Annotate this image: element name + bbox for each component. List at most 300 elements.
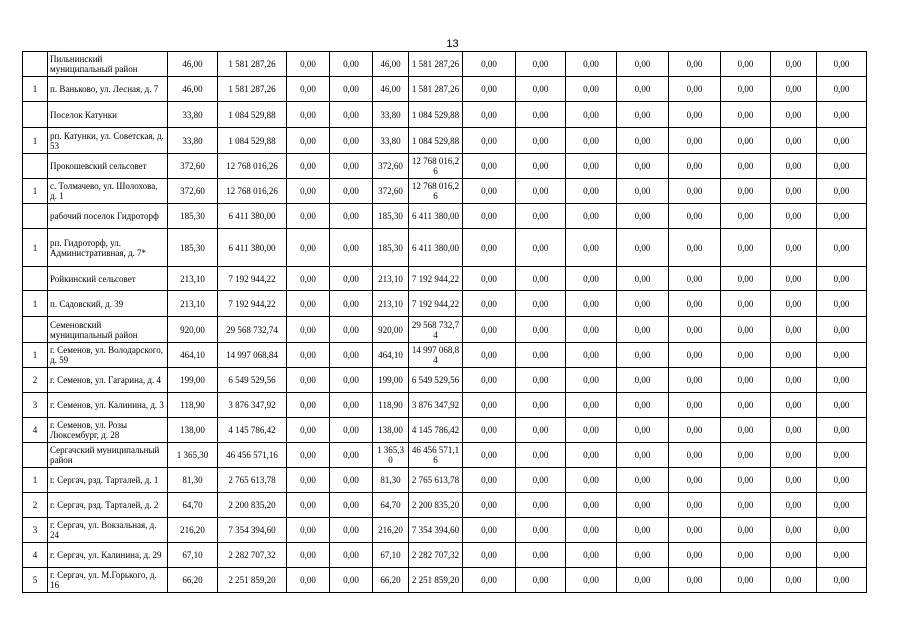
zero-value: 0,00 (771, 52, 817, 77)
zero-value: 0,00 (721, 518, 771, 543)
zero-value: 0,00 (566, 291, 617, 317)
area-value: 372,60 (168, 179, 218, 204)
zero-value: 0,00 (566, 154, 617, 179)
zero-value: 0,00 (463, 468, 516, 493)
row-name: г. Сергач, ул. Вокзальная, д. 24 (48, 518, 168, 543)
zero-value: 0,00 (330, 291, 373, 317)
row-number: 1 (23, 343, 48, 368)
zero-value: 0,00 (287, 518, 330, 543)
area-total: 216,20 (373, 518, 409, 543)
zero-value: 0,00 (330, 77, 373, 102)
row-name: рабочий поселок Гидроторф (48, 204, 168, 229)
cost-total: 12 768 016,26 (409, 179, 463, 204)
row-number (23, 52, 48, 77)
zero-value: 0,00 (463, 128, 516, 154)
cost-total: 6 549 529,56 (409, 368, 463, 393)
zero-value: 0,00 (617, 154, 669, 179)
zero-value: 0,00 (669, 493, 721, 518)
zero-value: 0,00 (617, 317, 669, 343)
zero-value: 0,00 (463, 154, 516, 179)
zero-value: 0,00 (287, 317, 330, 343)
zero-value: 0,00 (617, 543, 669, 568)
zero-value: 0,00 (817, 229, 867, 267)
zero-value: 0,00 (287, 154, 330, 179)
zero-value: 0,00 (817, 493, 867, 518)
zero-value: 0,00 (516, 368, 566, 393)
zero-value: 0,00 (617, 179, 669, 204)
row-name: Ройкинский сельсовет (48, 267, 168, 291)
zero-value: 0,00 (771, 317, 817, 343)
zero-value: 0,00 (516, 468, 566, 493)
area-total: 46,00 (373, 77, 409, 102)
row-name: рп. Гидроторф, ул. Административная, д. 7* (48, 229, 168, 267)
zero-value: 0,00 (669, 443, 721, 468)
row-name: Поселок Катунки (48, 102, 168, 128)
cost-total: 2 251 859,20 (409, 568, 463, 593)
area-value: 46,00 (168, 77, 218, 102)
zero-value: 0,00 (463, 291, 516, 317)
zero-value: 0,00 (566, 229, 617, 267)
cost-value: 6 411 380,00 (218, 229, 287, 267)
zero-value: 0,00 (287, 493, 330, 518)
area-value: 81,30 (168, 468, 218, 493)
zero-value: 0,00 (566, 179, 617, 204)
area-total: 66,20 (373, 568, 409, 593)
zero-value: 0,00 (287, 128, 330, 154)
zero-value: 0,00 (287, 543, 330, 568)
zero-value: 0,00 (771, 154, 817, 179)
zero-value: 0,00 (817, 52, 867, 77)
row-number (23, 443, 48, 468)
zero-value: 0,00 (669, 128, 721, 154)
cost-total: 2 765 613,78 (409, 468, 463, 493)
area-total: 464,10 (373, 343, 409, 368)
zero-value: 0,00 (330, 343, 373, 368)
row-name: рп. Катунки, ул. Советская, д. 53 (48, 128, 168, 154)
zero-value: 0,00 (617, 343, 669, 368)
area-value: 213,10 (168, 291, 218, 317)
zero-value: 0,00 (669, 518, 721, 543)
cost-value: 46 456 571,16 (218, 443, 287, 468)
cost-value: 12 768 016,26 (218, 179, 287, 204)
zero-value: 0,00 (463, 418, 516, 443)
area-value: 46,00 (168, 52, 218, 77)
zero-value: 0,00 (669, 154, 721, 179)
zero-value: 0,00 (463, 368, 516, 393)
zero-value: 0,00 (330, 393, 373, 418)
zero-value: 0,00 (287, 468, 330, 493)
zero-value: 0,00 (330, 267, 373, 291)
zero-value: 0,00 (566, 204, 617, 229)
cost-value: 1 581 287,26 (218, 52, 287, 77)
cost-value: 7 192 944,22 (218, 291, 287, 317)
zero-value: 0,00 (463, 493, 516, 518)
zero-value: 0,00 (669, 343, 721, 368)
cost-total: 1 084 529,88 (409, 128, 463, 154)
zero-value: 0,00 (721, 229, 771, 267)
zero-value: 0,00 (617, 204, 669, 229)
cost-value: 14 997 068,84 (218, 343, 287, 368)
zero-value: 0,00 (330, 493, 373, 518)
area-total: 185,30 (373, 204, 409, 229)
zero-value: 0,00 (817, 343, 867, 368)
zero-value: 0,00 (330, 543, 373, 568)
zero-value: 0,00 (330, 443, 373, 468)
row-number: 2 (23, 368, 48, 393)
zero-value: 0,00 (566, 568, 617, 593)
table-row (23, 568, 867, 593)
zero-value: 0,00 (721, 443, 771, 468)
zero-value: 0,00 (463, 568, 516, 593)
zero-value: 0,00 (287, 443, 330, 468)
row-number: 4 (23, 418, 48, 443)
zero-value: 0,00 (330, 368, 373, 393)
zero-value: 0,00 (771, 518, 817, 543)
zero-value: 0,00 (287, 77, 330, 102)
table-row (23, 393, 867, 418)
zero-value: 0,00 (771, 179, 817, 204)
zero-value: 0,00 (669, 568, 721, 593)
row-number: 2 (23, 493, 48, 518)
zero-value: 0,00 (817, 468, 867, 493)
zero-value: 0,00 (771, 204, 817, 229)
zero-value: 0,00 (287, 52, 330, 77)
zero-value: 0,00 (721, 418, 771, 443)
zero-value: 0,00 (463, 393, 516, 418)
row-name: г. Семенов, ул. Гагарина, д. 4 (48, 368, 168, 393)
table-row (23, 468, 867, 493)
cost-total: 46 456 571,16 (409, 443, 463, 468)
zero-value: 0,00 (617, 518, 669, 543)
zero-value: 0,00 (721, 291, 771, 317)
zero-value: 0,00 (817, 568, 867, 593)
zero-value: 0,00 (463, 102, 516, 128)
cost-total: 2 200 835,20 (409, 493, 463, 518)
zero-value: 0,00 (617, 418, 669, 443)
cost-value: 2 282 707,32 (218, 543, 287, 568)
zero-value: 0,00 (817, 291, 867, 317)
table-row (23, 204, 867, 229)
row-name: п. Ваньково, ул. Лесная, д. 7 (48, 77, 168, 102)
zero-value: 0,00 (566, 518, 617, 543)
zero-value: 0,00 (330, 518, 373, 543)
table-row (23, 443, 867, 468)
table-row (23, 102, 867, 128)
row-name: г. Семенов, ул. Володарского, д. 59 (48, 343, 168, 368)
area-value: 185,30 (168, 229, 218, 267)
zero-value: 0,00 (330, 154, 373, 179)
zero-value: 0,00 (566, 128, 617, 154)
zero-value: 0,00 (669, 418, 721, 443)
row-name: г. Сергач, ул. Калинина, д. 29 (48, 543, 168, 568)
zero-value: 0,00 (330, 568, 373, 593)
zero-value: 0,00 (721, 317, 771, 343)
area-value: 185,30 (168, 204, 218, 229)
row-name: п. Садовский, д. 39 (48, 291, 168, 317)
zero-value: 0,00 (669, 368, 721, 393)
zero-value: 0,00 (721, 77, 771, 102)
zero-value: 0,00 (669, 393, 721, 418)
area-total: 372,60 (373, 179, 409, 204)
table-row (23, 493, 867, 518)
area-value: 1 365,30 (168, 443, 218, 468)
zero-value: 0,00 (463, 443, 516, 468)
area-total: 199,00 (373, 368, 409, 393)
zero-value: 0,00 (669, 317, 721, 343)
zero-value: 0,00 (817, 179, 867, 204)
cost-total: 6 411 380,00 (409, 229, 463, 267)
table-row (23, 267, 867, 291)
row-number: 3 (23, 518, 48, 543)
row-number: 1 (23, 229, 48, 267)
zero-value: 0,00 (287, 368, 330, 393)
zero-value: 0,00 (817, 267, 867, 291)
zero-value: 0,00 (669, 291, 721, 317)
cost-value: 6 411 380,00 (218, 204, 287, 229)
zero-value: 0,00 (771, 468, 817, 493)
cost-total: 4 145 786,42 (409, 418, 463, 443)
area-value: 920,00 (168, 317, 218, 343)
zero-value: 0,00 (463, 77, 516, 102)
table-row (23, 128, 867, 154)
zero-value: 0,00 (721, 543, 771, 568)
zero-value: 0,00 (516, 568, 566, 593)
cost-total: 12 768 016,26 (409, 154, 463, 179)
zero-value: 0,00 (669, 543, 721, 568)
zero-value: 0,00 (516, 154, 566, 179)
area-total: 185,30 (373, 229, 409, 267)
zero-value: 0,00 (516, 518, 566, 543)
area-total: 1 365,30 (373, 443, 409, 468)
page-number: 13 (446, 38, 459, 50)
row-name: Сергачский муниципальный район (48, 443, 168, 468)
zero-value: 0,00 (817, 204, 867, 229)
cost-value: 7 354 394,60 (218, 518, 287, 543)
cost-total: 7 192 944,22 (409, 291, 463, 317)
area-total: 118,90 (373, 393, 409, 418)
zero-value: 0,00 (771, 443, 817, 468)
cost-total: 14 997 068,84 (409, 343, 463, 368)
zero-value: 0,00 (817, 543, 867, 568)
zero-value: 0,00 (721, 493, 771, 518)
zero-value: 0,00 (817, 154, 867, 179)
table-row (23, 518, 867, 543)
zero-value: 0,00 (516, 291, 566, 317)
row-number: 1 (23, 468, 48, 493)
zero-value: 0,00 (617, 267, 669, 291)
zero-value: 0,00 (566, 52, 617, 77)
row-number: 1 (23, 128, 48, 154)
cost-total: 1 581 287,26 (409, 52, 463, 77)
zero-value: 0,00 (330, 418, 373, 443)
zero-value: 0,00 (617, 443, 669, 468)
area-total: 46,00 (373, 52, 409, 77)
zero-value: 0,00 (721, 128, 771, 154)
zero-value: 0,00 (817, 77, 867, 102)
zero-value: 0,00 (771, 229, 817, 267)
row-number: 1 (23, 291, 48, 317)
zero-value: 0,00 (516, 128, 566, 154)
zero-value: 0,00 (287, 291, 330, 317)
cost-total: 1 084 529,88 (409, 102, 463, 128)
zero-value: 0,00 (617, 493, 669, 518)
row-number: 4 (23, 543, 48, 568)
zero-value: 0,00 (721, 102, 771, 128)
cost-value: 6 549 529,56 (218, 368, 287, 393)
row-name: Прокошевский сельсовет (48, 154, 168, 179)
zero-value: 0,00 (817, 128, 867, 154)
zero-value: 0,00 (721, 368, 771, 393)
zero-value: 0,00 (617, 568, 669, 593)
table-row (23, 52, 867, 77)
table-row (23, 291, 867, 317)
registry-table (22, 51, 867, 593)
zero-value: 0,00 (516, 229, 566, 267)
table-row (23, 317, 867, 343)
area-value: 67,10 (168, 543, 218, 568)
cost-total: 1 581 287,26 (409, 77, 463, 102)
zero-value: 0,00 (817, 518, 867, 543)
zero-value: 0,00 (566, 317, 617, 343)
zero-value: 0,00 (617, 128, 669, 154)
area-total: 213,10 (373, 291, 409, 317)
cost-value: 12 768 016,26 (218, 154, 287, 179)
cost-value: 2 251 859,20 (218, 568, 287, 593)
zero-value: 0,00 (287, 204, 330, 229)
row-name: г. Семенов, ул. Калинина, д. 3 (48, 393, 168, 418)
area-total: 33,80 (373, 128, 409, 154)
zero-value: 0,00 (669, 204, 721, 229)
table-row (23, 368, 867, 393)
zero-value: 0,00 (817, 368, 867, 393)
zero-value: 0,00 (463, 229, 516, 267)
row-number: 5 (23, 568, 48, 593)
cost-total: 6 411 380,00 (409, 204, 463, 229)
row-name: г. Сергач, рзд. Тарталей, д. 2 (48, 493, 168, 518)
row-name: с. Толмачево, ул. Шолохова, д. 1 (48, 179, 168, 204)
table-row (23, 418, 867, 443)
area-total: 81,30 (373, 468, 409, 493)
row-number: 1 (23, 179, 48, 204)
zero-value: 0,00 (771, 77, 817, 102)
zero-value: 0,00 (566, 468, 617, 493)
zero-value: 0,00 (516, 267, 566, 291)
area-value: 118,90 (168, 393, 218, 418)
zero-value: 0,00 (817, 443, 867, 468)
zero-value: 0,00 (330, 229, 373, 267)
zero-value: 0,00 (463, 343, 516, 368)
zero-value: 0,00 (463, 317, 516, 343)
zero-value: 0,00 (617, 393, 669, 418)
zero-value: 0,00 (330, 102, 373, 128)
row-number (23, 204, 48, 229)
zero-value: 0,00 (287, 418, 330, 443)
zero-value: 0,00 (566, 443, 617, 468)
row-number: 1 (23, 77, 48, 102)
zero-value: 0,00 (516, 102, 566, 128)
row-name: г. Семенов, ул. Розы Люксембург, д. 28 (48, 418, 168, 443)
cost-value: 7 192 944,22 (218, 267, 287, 291)
row-number (23, 154, 48, 179)
row-name: г. Сергач, рзд. Тарталей, д. 1 (48, 468, 168, 493)
zero-value: 0,00 (516, 343, 566, 368)
zero-value: 0,00 (817, 317, 867, 343)
zero-value: 0,00 (721, 52, 771, 77)
zero-value: 0,00 (771, 418, 817, 443)
zero-value: 0,00 (463, 518, 516, 543)
zero-value: 0,00 (771, 368, 817, 393)
cost-total: 29 568 732,74 (409, 317, 463, 343)
zero-value: 0,00 (463, 267, 516, 291)
table-row (23, 343, 867, 368)
zero-value: 0,00 (516, 443, 566, 468)
zero-value: 0,00 (516, 179, 566, 204)
area-total: 33,80 (373, 102, 409, 128)
zero-value: 0,00 (669, 179, 721, 204)
zero-value: 0,00 (463, 204, 516, 229)
zero-value: 0,00 (771, 102, 817, 128)
zero-value: 0,00 (771, 267, 817, 291)
zero-value: 0,00 (516, 204, 566, 229)
cost-value: 4 145 786,42 (218, 418, 287, 443)
zero-value: 0,00 (287, 343, 330, 368)
area-value: 464,10 (168, 343, 218, 368)
zero-value: 0,00 (566, 393, 617, 418)
zero-value: 0,00 (617, 102, 669, 128)
table-row (23, 77, 867, 102)
area-value: 64,70 (168, 493, 218, 518)
zero-value: 0,00 (721, 393, 771, 418)
zero-value: 0,00 (669, 102, 721, 128)
zero-value: 0,00 (771, 543, 817, 568)
row-name: г. Сергач, ул. М.Горького, д. 16 (48, 568, 168, 593)
area-value: 213,10 (168, 267, 218, 291)
zero-value: 0,00 (566, 418, 617, 443)
zero-value: 0,00 (721, 179, 771, 204)
row-number (23, 267, 48, 291)
zero-value: 0,00 (516, 393, 566, 418)
zero-value: 0,00 (721, 568, 771, 593)
zero-value: 0,00 (330, 179, 373, 204)
zero-value: 0,00 (771, 128, 817, 154)
area-value: 33,80 (168, 102, 218, 128)
zero-value: 0,00 (287, 179, 330, 204)
zero-value: 0,00 (566, 368, 617, 393)
zero-value: 0,00 (566, 343, 617, 368)
zero-value: 0,00 (669, 229, 721, 267)
zero-value: 0,00 (771, 291, 817, 317)
cost-total: 7 192 944,22 (409, 267, 463, 291)
row-name: Семеновский муниципальный район (48, 317, 168, 343)
zero-value: 0,00 (669, 468, 721, 493)
zero-value: 0,00 (287, 229, 330, 267)
row-number (23, 102, 48, 128)
zero-value: 0,00 (330, 52, 373, 77)
zero-value: 0,00 (330, 317, 373, 343)
zero-value: 0,00 (669, 267, 721, 291)
cost-value: 3 876 347,92 (218, 393, 287, 418)
table-row (23, 154, 867, 179)
zero-value: 0,00 (330, 468, 373, 493)
zero-value: 0,00 (516, 317, 566, 343)
zero-value: 0,00 (617, 52, 669, 77)
zero-value: 0,00 (566, 493, 617, 518)
cost-value: 1 581 287,26 (218, 77, 287, 102)
area-value: 372,60 (168, 154, 218, 179)
area-value: 216,20 (168, 518, 218, 543)
area-total: 213,10 (373, 267, 409, 291)
zero-value: 0,00 (817, 418, 867, 443)
